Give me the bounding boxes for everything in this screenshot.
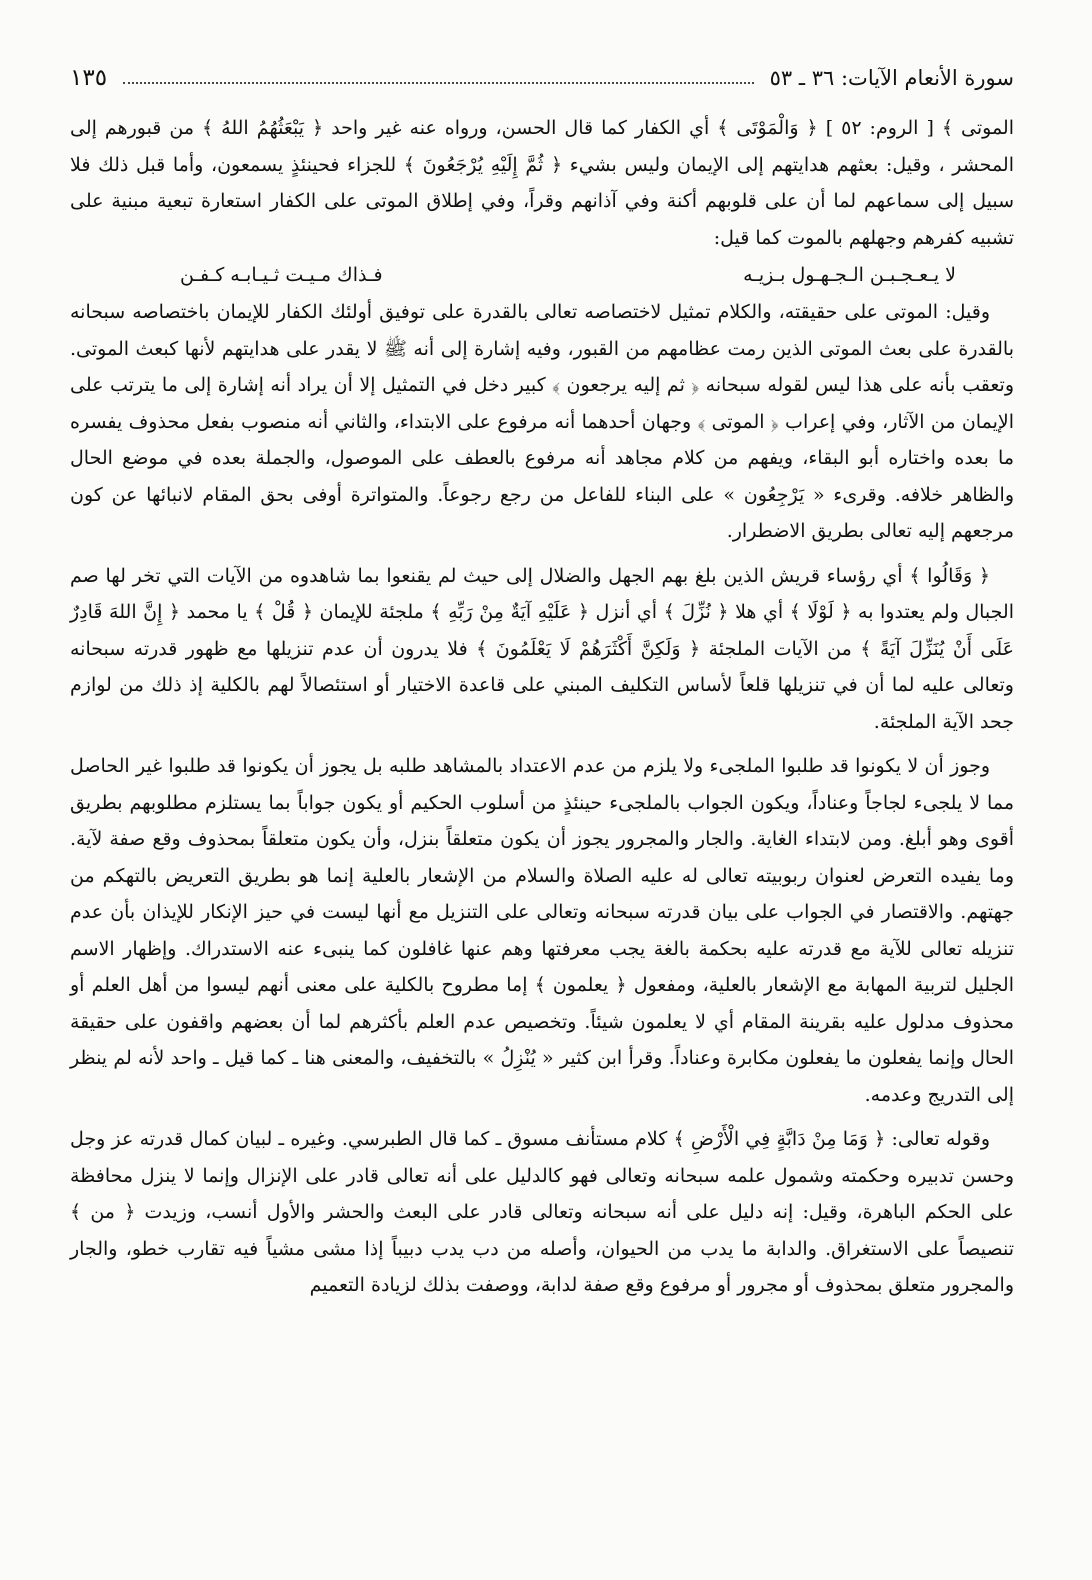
running-header-title: سورة الأنعام الآيات: ٣٦ ـ ٥٣: [769, 66, 1014, 90]
dotted-leader: [123, 82, 754, 84]
body-text: [70, 110, 1014, 1304]
paragraph: ﴿ وَقَالُوا ﴾ أي رؤساء قريش الذين بلغ بهم الجهل والضلال إلى حيث لم يقنعوا بما شاهدوه من الآيات التي تخر لها صم الجبال ولم يعتدوا به ﴿ لَوْلَا ﴾ أي هلا ﴿ نُزِّلَ ﴾ أي أنزل ﴿ عَلَيْهِ آيَةٌ مِنْ رَبِّهِ ﴾ ملجئة للإيمان ﴿ قُلْ ﴾ يا محمد ﴿ إِنَّ اللهَ قَادِرٌ عَلَى أَنْ يُنَزِّلَ آيَةً ﴾ من الآيات الملجئة ﴿ وَلَكِنَّ أَكْثَرَهُمْ لَا يَعْلَمُونَ ﴾ فلا يدرون أن عدم تنزيلها مع ظهور قدرته سبحانه وتعالى عليه لما أن في تنزيلها قلعاً لأساس التكليف المبني على قاعدة الاختيار أو استئصالاً لهم بالكلية إذ ذلك من لوازم جحد الآية الملجئة.: [70, 564, 1014, 733]
paragraph: الموتى ﴾ [ الروم: ٥٢ ] ﴿ وَالْمَوْتَى ﴾ أي الكفار كما قال الحسن، ورواه عنه غير واحد ﴿ يَبْعَثُهُمُ اللهُ ﴾ من قبورهم إلى المحشر ، وقيل: بعثهم هدايتهم إلى الإيمان وليس بشيء ﴿ ثُمَّ إِلَيْهِ يُرْجَعُونَ ﴾ للجزاء فحينئذٍ يسمعون، وأما قبل ذلك فلا سبيل إلى سماعهم لما أن على قلوبهم أكنة وفي آذانهم وقراً، وفي إطلاق الموتى على الكفار استعارة تبعية مبنية على تشبيه كفرهم وجهلهم بالموت كما قيل:: [70, 117, 1014, 249]
verse-second-hemistich: فـذاك مـيـت ثـيـابـه كـفـن: [180, 263, 383, 286]
paragraph: وجوز أن لا يكونوا قد طلبوا الملجىء ولا يلزم من عدم الاعتداد بالمشاهد طلبه بل يجوز أن يكونوا قد طلبوا غير الحاصل مما لا يلجىء لجاجاً وعناداً، ويكون الجواب بالملجىء حينئذٍ من أسلوب الحكيم أو يكون جواباً بما يستلزم مطلوبهم بطريق أقوى وهو أبلغ. ومن لابتداء الغاية. والجار والمجرور يجوز أن يكون متعلقاً بنزل، وأن يكون متعلقاً بمحذوف وقع صفة لآية. وما يفيده التعرض لعنوان ربوبيته تعالى له عليه الصلاة والسلام من الإشعار بالعلية إنما هو بطريق التعريض بالتهكم من جهتهم. والاقتصار في الجواب على بيان قدرته سبحانه وتعالى على التنزيل مع أنها ليست في حيز الإنكار للإيذان بأن عدم تنزيله تعالى للآية مع قدرته عليه بحكمة بالغة يجب معرفتها وهم عنها غافلون كما ينبىء عنه الاستدراك. وإظهار الاسم الجليل لتربية المهابة مع الإشعار بالعلية، ومفعول ﴿ يعلمون ﴾ إما مطروح بالكلية على معنى أنهم ليسوا من أهل العلم أو محذوف مدلول عليه بقرينة المقام أي لا يعلمون شيئاً. وتخصيص عدم العلم بأكثرهم لما أن بعضهم واقفون على حقيقة الحال وإنما يفعلون ما يفعلون مكابرة وعناداً. وقرأ ابن كثير « يُنْزِلُ » بالتخفيف، والمعنى هنا ـ كما قيل ـ واحد لأنه لم ينظر إلى التدريج وعدمه.: [70, 755, 1014, 1106]
poetry-verse: [70, 256, 1014, 294]
page-number: ١٣٥: [70, 65, 108, 91]
paragraph: وقوله تعالى: ﴿ وَمَا مِنْ دَابَّةٍ فِي الْأَرْضِ ﴾ كلام مستأنف مسوق ـ كما قال الطبرسي. وغيره ـ لبيان كمال قدرته عز وجل وحسن تدبيره وحكمته وشمول علمه سبحانه وتعالى فهو كالدليل على أنه تعالى قادر على الإنزال وإنما لا ينزل محافظة على الحكم الباهرة، وقيل: إنه دليل على أنه سبحانه وتعالى قادر على البعث والحشر والأول أنسب، وزيدت ﴿ من ﴾ تنصيصاً على الاستغراق. والدابة ما يدب من الحيوان، وأصله من دب يدب دبيباً إذا مشى مشياً فيه تقارب خطو، والجار والمجرور متعلق بمحذوف أو مجرور أو مرفوع وقع صفة لدابة، ووصفت بذلك لزيادة التعميم: [70, 1128, 1014, 1296]
paragraph: وقيل: الموتى على حقيقته، والكلام تمثيل لاختصاصه تعالى بالقدرة على توفيق أولئك الكفار للإيمان باختصاصه سبحانه بالقدرة على بعث الموتى الذين رمت عظامهم من القبور، وفيه إشارة إلى أنه ﷺ لا يقدر على هدايتهم لأنها كبعث الموتى. وتعقب بأنه على هذا ليس لقوله سبحانه ﴿ ثم إليه يرجعون ﴾ كبير دخل في التمثيل إلا أن يراد أنه إشارة إلى ما يترتب على الإيمان من الآثار، وفي إعراب ﴿ الموتى ﴾ وجهان أحدهما أنه مرفوع على الابتداء، والثاني أنه منصوب بفعل محذوف يفسره ما بعده واختاره أبو البقاء، ويفهم من كلام مجاهد أنه مرفوع بالعطف على الموصول، والجملة بعده في موضع الحال والظاهر خلافه. وقرىء « يَرْجِعُون » على البناء للفاعل من رجع رجوعاً. والمتواترة أوفى بحق المقام لانبائها عن كون مرجعهم إليه تعالى بطريق الاضطرار.: [70, 301, 1014, 542]
paragraph-gap: [70, 1113, 1014, 1121]
running-header: [70, 58, 1014, 98]
paragraph-gap: [70, 740, 1014, 748]
paragraph-gap: [70, 550, 1014, 558]
verse-first-hemistich: لا يـعـجـبـن الـجـهـول بـزيـه: [743, 263, 956, 286]
